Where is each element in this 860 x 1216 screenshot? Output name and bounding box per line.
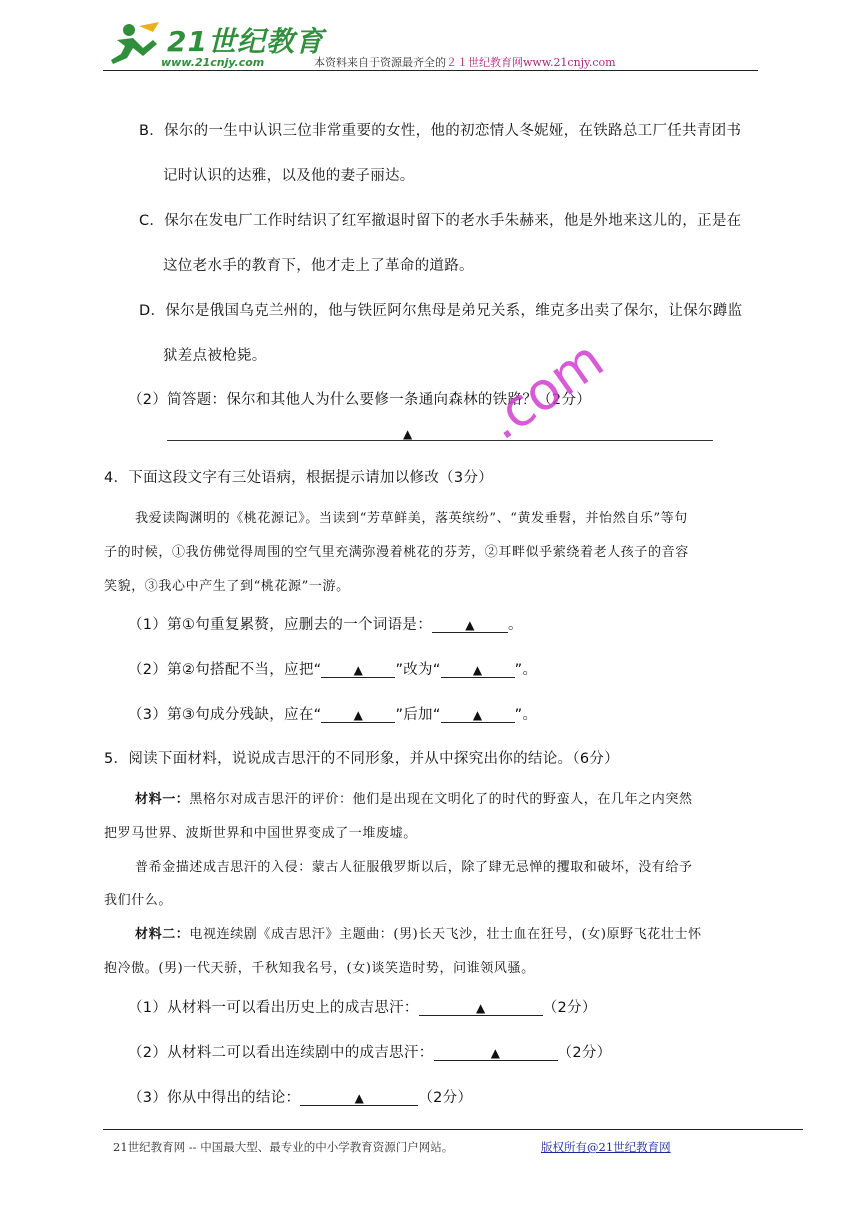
footer-copyright-link[interactable]: 版权所有@21世纪教育网 <box>541 1140 671 1154</box>
q3-option-d-line2: 狱差点被枪毙。 <box>163 348 267 364</box>
q4-s3-blank-position[interactable]: ▲ <box>321 708 395 723</box>
header-site-url: www.21cnjy.com <box>523 56 616 69</box>
header-site-name: ２１世纪教育网 <box>446 56 523 69</box>
q3-option-d-line1: D．保尔是俄国乌克兰州的，他与铁匠阿尔焦母是弟兄关系，维克多出卖了保尔，让保尔蹲监 <box>139 303 743 319</box>
q4-s1-blank[interactable]: ▲ <box>432 618 508 633</box>
watermark: .com <box>475 329 615 452</box>
q5-material2-line2: 抱冷傲。(男)一代天骄，千秋知我名号，(女)谈笑造时势，问谁领风骚。 <box>104 961 535 976</box>
q3-answer-line[interactable] <box>167 440 713 441</box>
q4-subquestion-2: （2）第②句搭配不当，应把“ ▲ ”改为“ ▲ ”。 <box>128 662 538 678</box>
q4-subquestion-3: （3）第③句成分残缺，应在“ ▲ ”后加“ ▲ ”。 <box>128 707 538 723</box>
q3-option-b-line1: B．保尔的一生中认识三位非常重要的女性，他的初恋情人冬妮娅，在铁路总工厂任共青团书 <box>139 123 742 139</box>
header-note: 本资料来自于资源最齐全的２１世纪教育网www.21cnjy.com <box>314 56 616 69</box>
q5-s1-blank[interactable]: ▲ <box>419 1001 543 1016</box>
q4-s3-blank-add[interactable]: ▲ <box>441 708 515 723</box>
q5-subquestion-3: （3）你从中得出的结论： ▲ （2分） <box>128 1090 473 1106</box>
q4-subquestion-1: （1）第①句重复累赘，应删去的一个词语是： ▲ 。 <box>128 617 523 633</box>
site-logo <box>103 18 324 74</box>
q5-material1-para2-line1: 普希金描述成吉思汗的入侵：蒙古人征服俄罗斯以后，除了肆无忌惮的攫取和破坏，没有给予 <box>135 860 693 875</box>
logo-text: 21世纪教育 <box>167 25 324 58</box>
q4-passage-line2: 子的时候，①我仿佛觉得周围的空气里充满弥漫着桃花的芬芳，②耳畔似乎萦绕着老人孩子的音容 <box>104 545 689 560</box>
q5-title: 5．阅读下面材料，说说成吉思汗的不同形象，并从中探究出你的结论。（6分） <box>104 751 619 767</box>
q4-s2-blank-from[interactable]: ▲ <box>321 663 395 678</box>
q5-s3-blank[interactable]: ▲ <box>300 1091 418 1106</box>
footer-divider <box>103 1129 803 1130</box>
q5-s2-blank[interactable]: ▲ <box>434 1046 558 1061</box>
q4-passage-line1: 我爱读陶渊明的《桃花源记》。当读到“芳草鲜美，落英缤纷”、“黄发垂髫，并怡然自乐”等句 <box>135 511 688 526</box>
q5-subquestion-2: （2）从材料二可以看出连续剧中的成吉思汗： ▲ （2分） <box>128 1045 612 1061</box>
q5-material2-line1: 材料二：电视连续剧《成吉思汗》主题曲：(男)长天飞沙，壮士血在狂号，(女)原野飞花壮士怀 <box>135 927 702 942</box>
q3-option-b-line2: 记时认识的达雅，以及他的妻子丽达。 <box>163 168 415 184</box>
q3-subquestion-2: （2）简答题：保尔和其他人为什么要修一条通向森林的铁路？（2分） <box>128 392 592 408</box>
q5-subquestion-1: （1）从材料一可以看出历史上的成吉思汗： ▲ （2分） <box>128 1000 597 1016</box>
q4-s2-blank-to[interactable]: ▲ <box>441 663 515 678</box>
q5-material1-line2: 把罗马世界、波斯世界和中国世界变成了一堆废墟。 <box>104 826 417 841</box>
q5-material1-line1: 材料一：黑格尔对成吉思汗的评价：他们是出现在文明化了的时代的野蛮人，在几年之内突然 <box>135 792 693 807</box>
q3-option-c-line2: 这位老水手的教育下，他才走上了革命的道路。 <box>163 258 474 274</box>
logo-url: www.21cnjy.com <box>161 56 265 69</box>
q4-passage-line3: 笑貌，③我心中产生了到“桃花源”一游。 <box>104 579 350 594</box>
q3-option-c-line1: C．保尔在发电厂工作时结识了红军撤退时留下的老水手朱赫来，他是外地来这儿的，正是在 <box>139 213 742 229</box>
q4-title: 4．下面这段文字有三处语病，根据提示请加以修改（3分） <box>104 470 494 486</box>
footer-text: 21世纪教育网 -- 中国最大型、最专业的中小学教育资源门户网站。 <box>113 1140 454 1154</box>
answer-marker-icon: ▲ <box>403 427 413 441</box>
q5-material1-para2-line2: 我们什么。 <box>104 893 173 908</box>
header-divider <box>103 70 758 71</box>
